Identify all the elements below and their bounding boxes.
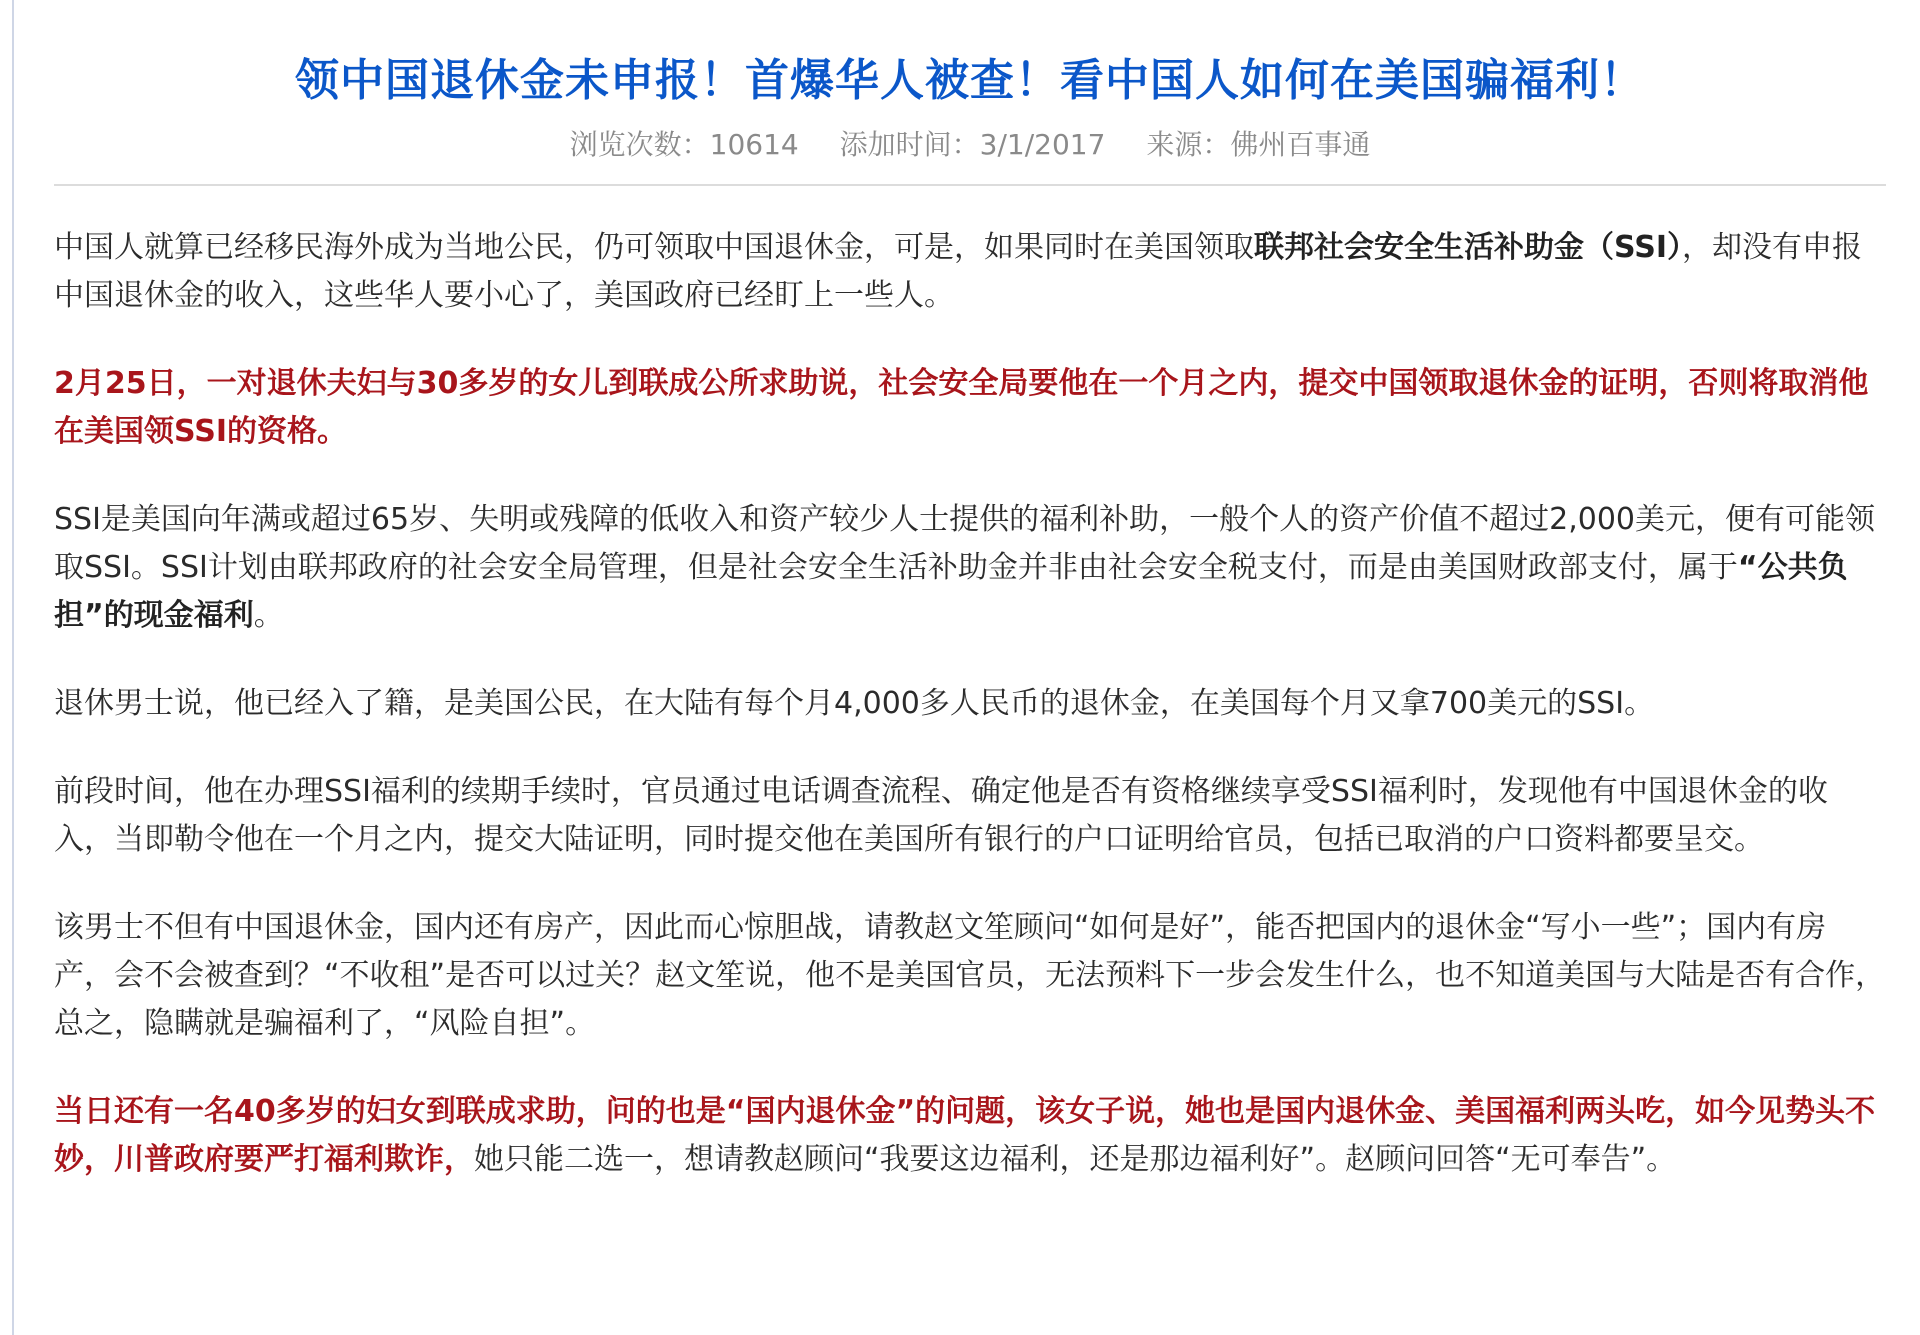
added-date: 添加时间：3/1/2017 (839, 128, 1106, 161)
paragraph-1-text: 中国人就算已经移民海外成为当地公民，仍可领取中国退休金，可是，如果同时在美国领取 (54, 230, 1254, 265)
paragraph-7-highlight: 当日还有一名40多岁的妇女到联成求助，问的也是“国内退休金”的问题，该女子说，她也是国内退休金、美国福利两头吃，如今见势头不妙，川普政府要严打福利欺诈， (54, 1094, 1876, 1177)
article (54, 0, 1886, 1224)
left-border-rule (12, 0, 14, 1335)
paragraph-1-text-end: ，却没有申报中国退休金的收入，这些华人要小心了，美国政府已经盯上一些人。 (54, 230, 1863, 313)
article-meta (54, 120, 1886, 170)
article-title: 领中国退休金未申报！首爆华人被查！看中国人如何在美国骗福利！ (295, 55, 1645, 106)
paragraph-2-highlight: 2月25日，一对退休夫妇与30多岁的女儿到联成公所求助说，社会安全局要他在一个月之内，提交中国领取退休金的证明，否则将取消他在美国领SSI的资格。 (54, 366, 1869, 449)
paragraph-3 (54, 496, 1886, 640)
paragraph-6: 该男士不但有中国退休金，国内还有房产，因此而心惊胆战，请教赵文笙顾问“如何是好”，能否把国内的退休金“写小一些”；国内有房产，会不会被查到？“不收租”是否可以过关？赵文笙说，他不是美国官员，无法预料下一步会发生什么，也不知道美国与大陆是否有合作，总之，隐瞒就是骗福利了，“风险自担”。 (54, 910, 1886, 1041)
paragraph-1-bold-term: 联邦社会安全生活补助金（SSI） (1254, 230, 1683, 265)
header-divider (54, 184, 1886, 186)
paragraph-7-text: 她只能二选一，想请教赵顾问“我要这边福利，还是那边福利好”。赵顾问回答“无可奉告”。 (474, 1142, 1677, 1177)
paragraph-5: 前段时间，他在办理SSI福利的续期手续时，官员通过电话调查流程、确定他是否有资格继续享受SSI福利时，发现他有中国退休金的收入，当即勒令他在一个月之内，提交大陆证明，同时提交他在美国所有银行的户口证明给官员，包括已取消的户口资料都要呈交。 (54, 774, 1828, 857)
view-count: 浏览次数：10614 (569, 128, 799, 161)
paragraph-1 (54, 224, 1886, 320)
article-body (54, 224, 1886, 1184)
article-source: 来源：佛州百事通 (1146, 128, 1371, 161)
paragraph-4: 退休男士说，他已经入了籍，是美国公民，在大陆有每个月4,000多人民币的退休金，在美国每个月又拿700美元的SSI。 (54, 686, 1655, 721)
paragraph-3-bold-term: “公共负担”的现金福利 (54, 550, 1848, 633)
paragraph-3-text-end: 。 (253, 598, 284, 633)
paragraph-3-text: SSI是美国向年满或超过65岁、失明或残障的低收入和资产较少人士提供的福利补助，一般个人的资产价值不超过2,000美元，便有可能领取SSI。SSI计划由联邦政府的社会安全局管理，但是社会安全生活补助金并非由社会安全税支付，而是由美国财政部支付，属于 (54, 502, 1875, 585)
paragraph-7 (54, 1088, 1886, 1184)
